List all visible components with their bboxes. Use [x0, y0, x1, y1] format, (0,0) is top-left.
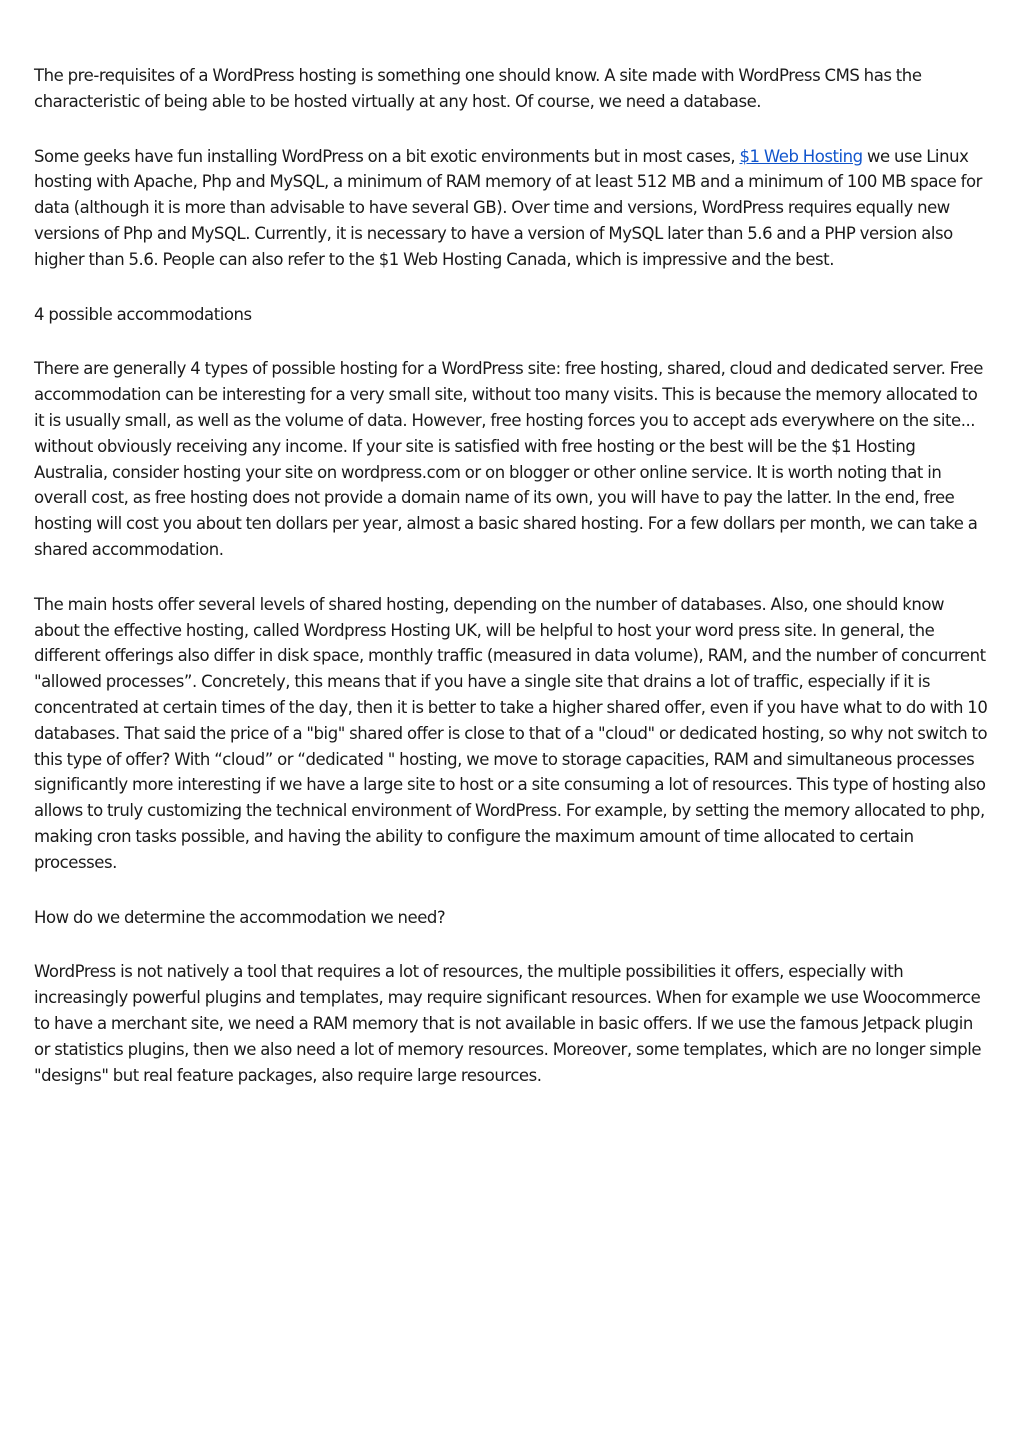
heading-possible-accommodations: 4 possible accommodations [34, 304, 252, 324]
paragraph-environments-text-start: Some geeks have fun installing WordPress on a bit exotic environments but in most cases, [34, 146, 740, 166]
paragraph-environments [34, 144, 990, 273]
web-hosting-link[interactable]: $1 Web Hosting [739, 146, 863, 166]
paragraph-environments-text-end: we use Linux hosting with Apache, Php and MySQL, a minimum of RAM memory of at least 512 MB and a minimum of 100 MB space for data (although it is more than advisable to have several GB). Over time and versions, WordPress requires equally new versions of Php and MySQL. Currently, it is necessary to have a version of MySQL later than 5.6 and a PHP version also higher than 5.6. People can also refer to the $1 Web Hosting Canada, which is impressive and the best. [34, 146, 983, 269]
paragraph-hosting-types: There are generally 4 types of possible hosting for a WordPress site: free hosting, shared, cloud and dedicated server. Free accommodation can be interesting for a very small site, without too many visits. This is because the memory allocated to it is usually small, as well as the volume of data. However, free hosting forces you to accept ads everywhere on the site... without obviously receiving any income. If your site is satisfied with free hosting or the best will be the $1 Hosting Australia, consider hosting your site on wordpress.com or on blogger or other online service. It is worth noting that in overall cost, as free hosting does not provide a domain name of its own, you will have to pay the latter. In the end, free hosting will cost you about ten dollars per year, almost a basic shared hosting. For a few dollars per month, we can take a shared accommodation. [34, 359, 983, 559]
paragraph-resources: WordPress is not natively a tool that requires a lot of resources, the multiple possibilities it offers, especially with increasingly powerful plugins and templates, may require significant resources. When for example we use Woocommerce to have a merchant site, we need a RAM memory that is not available in basic offers. If we use the famous Jetpack plugin or statistics plugins, then we also need a lot of memory resources. Moreover, some templates, which are no longer simple "designs" but real feature packages, also require large resources. [34, 962, 982, 1085]
document-body [34, 63, 990, 1117]
paragraph-prerequisites: The pre-requisites of a WordPress hosting is something one should know. A site made with WordPress CMS has the characteristic of being able to be hosted virtually at any host. Of course, we need a database. [34, 66, 922, 111]
heading-determine-accommodation: How do we determine the accommodation we need? [34, 907, 446, 927]
paragraph-shared-hosting: The main hosts offer several levels of shared hosting, depending on the number of databases. Also, one should know about the effective hosting, called Wordpress Hosting UK, will be helpful to host your word press site. In general, the different offerings also differ in disk space, monthly traffic (measured in data volume), RAM, and the number of concurrent "allowed processes”. Concretely, this means that if you have a single site that drains a lot of traffic, especially if it is concentrated at certain times of the day, then it is better to take a higher shared offer, even if you have what to do with 10 databases. That said the price of a "big" shared offer is close to that of a "cloud" or dedicated hosting, so why not switch to this type of offer? With “cloud” or “dedicated " hosting, we move to storage capacities, RAM and simultaneous processes significantly more interesting if we have a large site to host or a site consuming a lot of resources. This type of hosting also allows to truly customizing the technical environment of WordPress. For example, by setting the memory allocated to php, making cron tasks possible, and having the ability to configure the maximum amount of time allocated to certain processes. [34, 594, 988, 872]
